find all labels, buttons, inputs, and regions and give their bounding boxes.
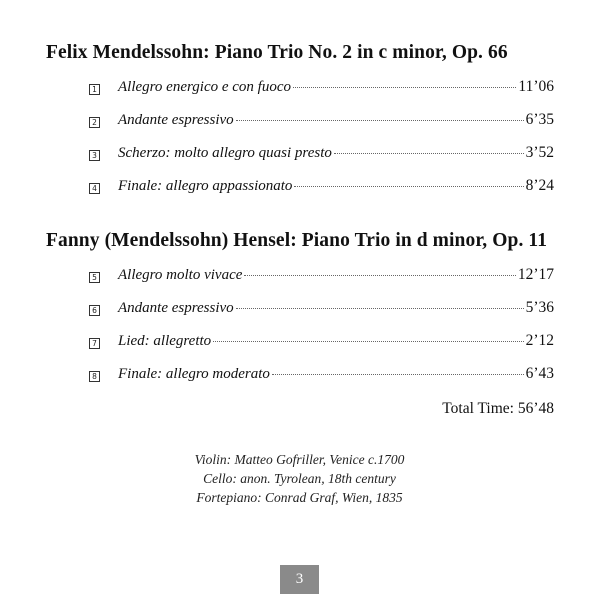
track-list xyxy=(46,265,554,397)
track-title: Allegro molto vivace xyxy=(118,267,243,283)
track-number-box: 5 xyxy=(89,272,100,283)
dot-leader xyxy=(272,374,524,375)
track-duration: 5’36 xyxy=(525,299,554,316)
credit-line-violin: Violin: Matteo Gofriller, Venice c.1700 xyxy=(194,452,405,467)
track-item xyxy=(46,331,554,364)
instrument-credits xyxy=(0,450,599,507)
track-duration: 11’06 xyxy=(518,78,554,95)
dot-leader xyxy=(294,186,523,187)
dot-leader xyxy=(236,308,524,309)
track-list xyxy=(46,77,554,209)
track-item xyxy=(46,176,554,209)
track-number-box: 3 xyxy=(89,150,100,161)
work-title: Felix Mendelssohn: Piano Trio No. 2 in c minor, Op. 66 xyxy=(46,42,508,63)
credit-line-fortepiano: Fortepiano: Conrad Graf, Wien, 1835 xyxy=(196,490,403,505)
track-number-box: 1 xyxy=(89,84,100,95)
dot-leader xyxy=(213,341,523,342)
track-item xyxy=(46,143,554,176)
track-title: Scherzo: molto allegro quasi presto xyxy=(118,145,332,161)
dot-leader xyxy=(293,87,516,88)
dot-leader xyxy=(244,275,515,276)
dot-leader xyxy=(236,120,524,121)
track-number-box: 2 xyxy=(89,117,100,128)
track-number-box: 7 xyxy=(89,338,100,349)
track-item xyxy=(46,298,554,331)
work-title: Fanny (Mendelssohn) Hensel: Piano Trio in d minor, Op. 11 xyxy=(46,230,548,251)
track-number-box: 8 xyxy=(89,371,100,382)
track-item xyxy=(46,265,554,298)
track-duration: 3’52 xyxy=(525,144,554,161)
credit-line-cello: Cello: anon. Tyrolean, 18th century xyxy=(203,471,396,486)
track-duration: 6’35 xyxy=(525,111,554,128)
track-duration: 8’24 xyxy=(525,177,554,194)
dot-leader xyxy=(334,153,524,154)
work-section-2 xyxy=(46,229,554,397)
track-title: Finale: allegro appassionato xyxy=(118,178,293,194)
track-duration: 6’43 xyxy=(525,365,554,382)
track-title: Finale: allegro moderato xyxy=(118,366,270,382)
track-number-box: 4 xyxy=(89,183,100,194)
page-number: 3 xyxy=(280,565,319,594)
track-title: Allegro energico e con fuoco xyxy=(118,79,291,95)
track-item xyxy=(46,364,554,397)
track-duration: 12’17 xyxy=(517,266,554,283)
work-section-1 xyxy=(46,41,554,209)
track-item xyxy=(46,110,554,143)
track-duration: 2’12 xyxy=(525,332,554,349)
track-title: Lied: allegretto xyxy=(118,333,212,349)
track-title: Andante espressivo xyxy=(118,300,234,316)
track-item xyxy=(46,77,554,110)
track-number-box: 6 xyxy=(89,305,100,316)
total-time: Total Time: 56’48 xyxy=(442,400,554,417)
track-title: Andante espressivo xyxy=(118,112,234,128)
